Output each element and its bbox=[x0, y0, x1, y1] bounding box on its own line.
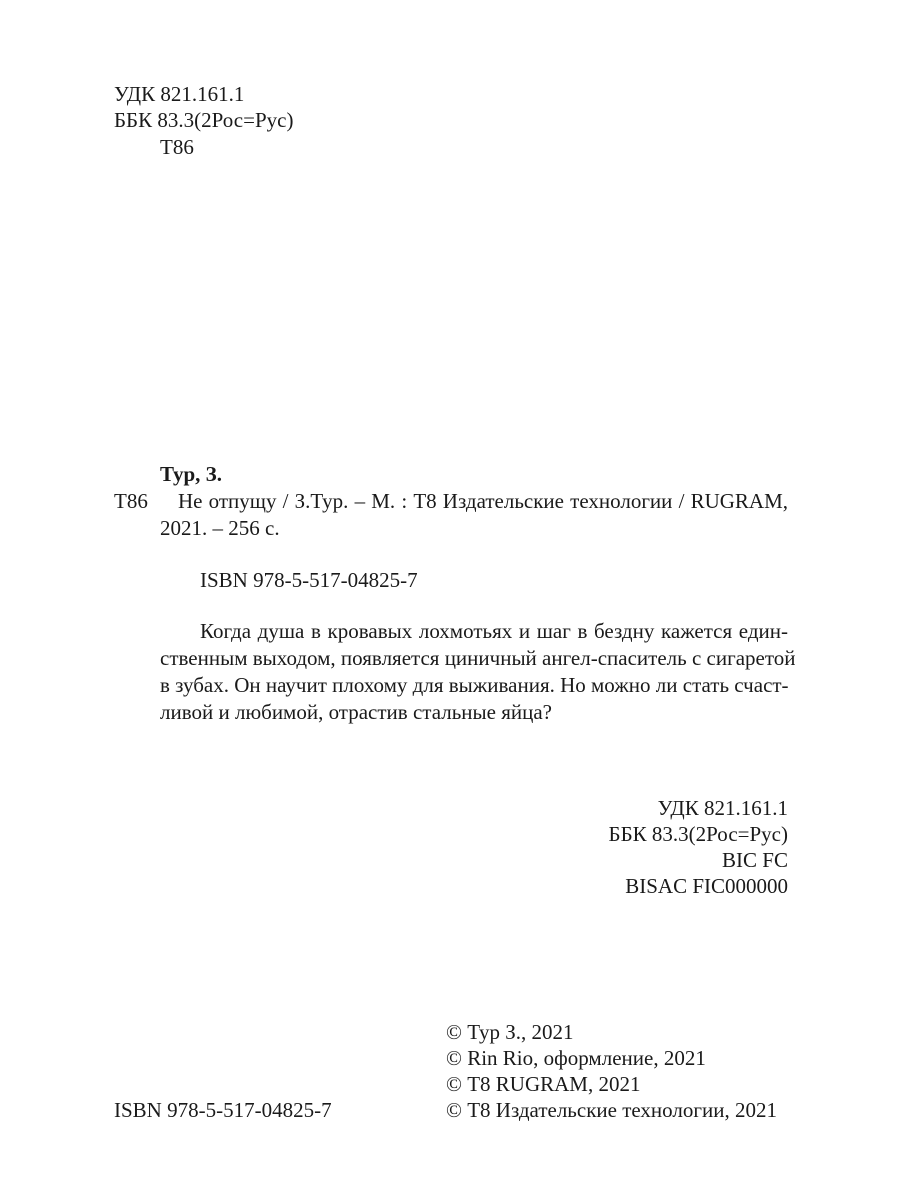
right-udk-code: УДК 821.161.1 bbox=[657, 796, 788, 820]
record-author-sign: Т86 bbox=[114, 489, 148, 513]
right-bic-code: BIC FC bbox=[722, 848, 788, 872]
annotation-line-3: в зубах. Он научит плохому для выживания. Но можно ли стать счаст- bbox=[160, 673, 789, 697]
copyright-author: © Тур З., 2021 bbox=[446, 1020, 574, 1044]
record-isbn: ISBN 978-5-517-04825-7 bbox=[200, 568, 418, 592]
top-bbk-code: ББК 83.3(2Рос=Рус) bbox=[114, 108, 294, 132]
copyright-rugram: © Т8 RUGRAM, 2021 bbox=[446, 1072, 641, 1096]
copyright-publisher: © Т8 Издательские технологии, 2021 bbox=[446, 1098, 777, 1122]
author-heading: Тур, З. bbox=[160, 462, 222, 486]
record-year-pages: 2021. – 256 с. bbox=[160, 516, 280, 540]
top-author-sign: Т86 bbox=[160, 135, 194, 159]
annotation-line-1: Когда душа в кровавых лохмотьях и шаг в бездну кажется един- bbox=[200, 619, 788, 643]
record-title-text: Не отпущу / З.Тур. – М. : Т8 Издательские технологии / RUGRAM, bbox=[178, 489, 788, 513]
footer-isbn: ISBN 978-5-517-04825-7 bbox=[114, 1098, 332, 1122]
right-bisac-code: BISAC FIC000000 bbox=[625, 874, 788, 898]
annotation-paragraph bbox=[160, 618, 796, 726]
right-bbk-code: ББК 83.3(2Рос=Рус) bbox=[608, 822, 788, 846]
annotation-line-2: ственным выходом, появляется циничный ангел-спаситель с сигаретой bbox=[160, 646, 796, 670]
copyright-design: © Rin Rio, оформление, 2021 bbox=[446, 1046, 706, 1070]
annotation-line-4: ливой и любимой, отрастив стальные яйца? bbox=[160, 700, 552, 724]
top-udk-code: УДК 821.161.1 bbox=[114, 82, 245, 106]
record-title-line bbox=[178, 487, 788, 515]
